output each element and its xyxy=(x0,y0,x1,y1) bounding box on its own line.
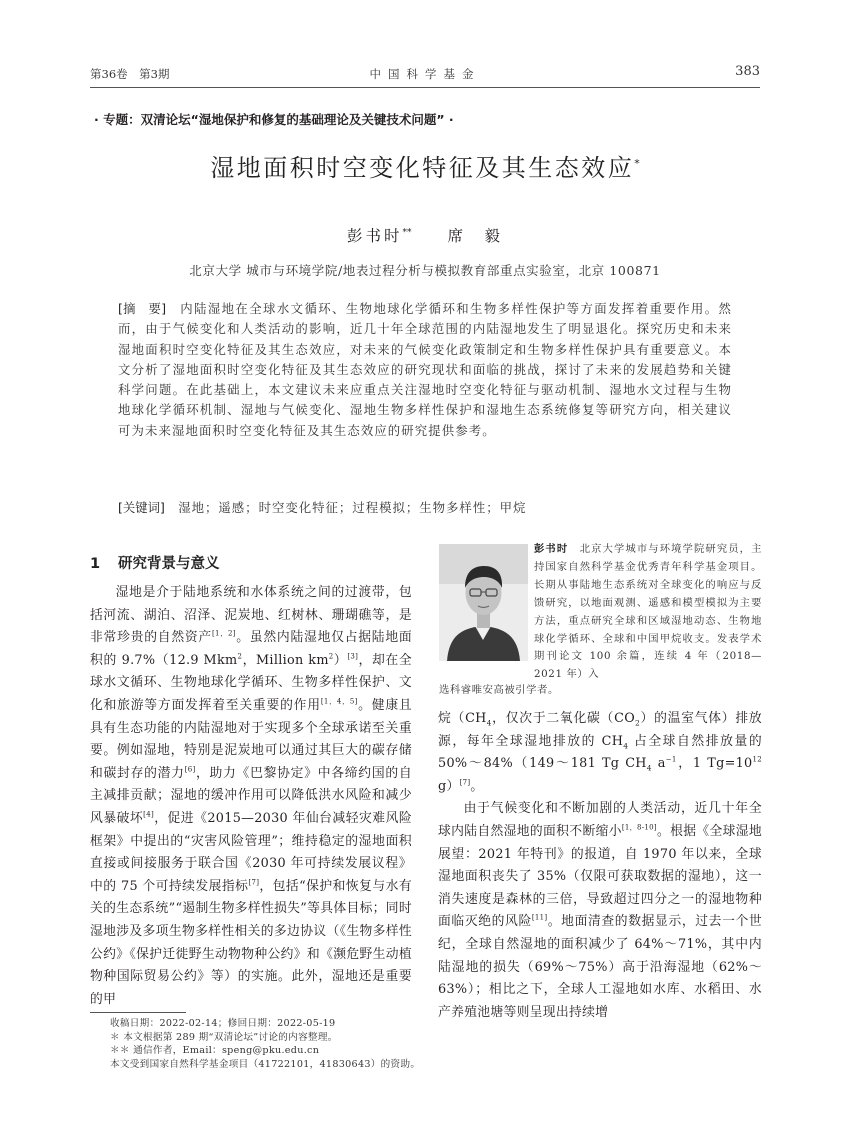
abstract xyxy=(118,299,732,441)
body-right-column xyxy=(438,708,762,1024)
footnote-source: ＊ 本文根据第 289 期“双清论坛”讨论的内容整理。 xyxy=(110,1031,338,1043)
keywords-text: 湿地；遥感；时空变化特征；过程模拟；生物多样性；甲烷 xyxy=(178,500,527,515)
corresponding-mark: ** xyxy=(402,227,412,238)
body-paragraph: 由于气候变化和不断加剧的人类活动，近几十年全球内陆自然湿地的面积不断缩小[1，8-10]。根据《全球湿地展望：2021 年特刊》的报道，自 1970 年以来，全球湿地面积丧失了 35%（仅限可获取数据的湿地），这一消失速度是森林的三倍，导致超过四分之一的湿地物种面临灭绝的风险[11]。地面清查的数据显示，过去一个世纪，全球自然湿地的面积减少了 64%～71%，其中内陆湿地的损失（69%～75%）高于沿海湿地（62%～63%）；相比之下，全球人工湿地如水库、水稻田、水产养殖池塘等则呈现出持续增 xyxy=(438,801,762,1020)
citation: [11] xyxy=(531,914,548,923)
footnote-funding: 本文受到国家自然科学基金项目（41722101，41830643）的资助。 xyxy=(110,1058,421,1070)
citation: [1，4，5] xyxy=(320,697,358,706)
header-page-number: 383 xyxy=(735,64,760,79)
citation: [7] xyxy=(459,778,471,787)
header-divider xyxy=(90,87,760,88)
citation: [3] xyxy=(347,652,359,661)
citation: [4] xyxy=(143,810,154,819)
affiliation: 北京大学 城市与环境学院/地表过程分析与模拟教育部重点实验室，北京 100871 xyxy=(189,263,661,278)
bio-text: 北京大学城市与环境学院研究员，主持国家自然科学基金优秀青年科学基金项目。长期从事陆地生态系统对全球变化的响应与反馈研究，以地面观测、遥感和模型模拟为主要方法，重点研究全球和区域湿地动态、生物地球化学循环、全球和中国甲烷收支。发表学术期刊论文 100 余篇，连续 4 年（2018—2021 年）入 xyxy=(534,543,762,681)
body-paragraph: 烷（$CH_4$，仅次于二氧化碳$(CO_2)$的温室气体）排放源，每年全球湿地排放的 $CH_4$ 占全球自然排放量的 50%～84%（149～181 Tg $CH_4$ a$^{-1}$，1 Tg=10$^{12}$ g）[7]。 xyxy=(438,711,763,794)
paper-title: 湿地面积时空变化特征及其生态效应* xyxy=(210,154,640,182)
footnotes xyxy=(110,1017,420,1071)
keywords-label: [关键词] xyxy=(118,500,165,515)
header-journal-name: 中国科学基金 xyxy=(369,67,481,81)
footnote-divider xyxy=(90,1012,186,1013)
special-topic-line: · 专题：双清论坛“湿地保护和修复的基础理论及关键技术问题” · xyxy=(94,112,454,127)
footnote-corresponding-author: ＊＊ 通信作者，Email：speng@pku.edu.cn xyxy=(110,1045,320,1057)
author-first: 彭书时 xyxy=(346,227,403,245)
header-volume-issue: 第36卷 第3期 xyxy=(90,67,170,81)
keywords xyxy=(118,498,526,516)
author-second: 席 毅 xyxy=(447,227,504,245)
abstract-text: 内陆湿地在全球水文循环、生物地球化学循环和生物多样性保护等方面发挥着重要作用。然而，由于气候变化和人类活动的影响，近几十年全球范围的内陆湿地发生了明显退化。探究历史和未来湿地面积时空变化特征及其生态效应，对未来的气候变化政策制定和生物多样性保护具有重要意义。本文分析了湿地面积时空变化特征及其生态效应的研究现状和面临的挑战，探讨了未来的发展趋势和关键科学问题。在此基础上，本文建议未来应重点关注湿地时空变化特征与驱动机制、湿地水文过程与生物地球化学循环机制、湿地与气候变化、湿地生物多样性保护和湿地生态系统修复等研究方向，相关建议可为未来湿地面积时空变化特征及其生态效应的研究提供参考。 xyxy=(118,301,733,438)
body-paragraph: 湿地是介于陆地系统和水体系统之间的过渡带，包括河流、湖泊、沼泽、泥炭地、红树林、珊瑚礁等，是非常珍贵的自然资产[1，2]。虽然内陆湿地仅占据陆地面积的 9.7%（12.9 Mkm$^2$，Million km$^2$）[3]，却在全球水文循环、生物地球化学循环、生物多样性保护、文化和旅游等方面发挥着至关重要的作用[1，4，5]。健康且具有生态功能的内陆湿地对于实现多个全球承诺至关重要。例如湿地，特别是泥炭地可以通过其巨大的碳存储和碳封存的潜力[6]，助力《巴黎协定》中各缔约国的自主减排贡献；湿地的缓冲作用可以降低洪水风险和减少风暴破坏[4]，促进《2015—2030 年仙台减轻灾难风险框架》中提出的“灾害风险管理”；维持稳定的湿地面积直接或间接服务于联合国《2030 年可持续发展议程》中的 75 个可持续发展指标[7]，包括“保护和恢复与水有关的生态系统”“遏制生物多样性损失”等具体目标；同时湿地涉及多项生物多样性相关的多边协议（《生物多样性公约》《保护迁徙野生动物物种公约》和《濒危野生动植物种国际贸易公约》等）的实施。此外，湿地还是重要的甲 xyxy=(90,585,413,1007)
citation: [1，2] xyxy=(212,629,236,638)
citation: [1，8-10] xyxy=(621,823,657,832)
abstract-label: [摘 要] xyxy=(118,301,167,316)
section-title: 研究背景与意义 xyxy=(118,556,220,572)
author-list xyxy=(0,224,850,246)
section-number: 1 xyxy=(90,556,101,572)
section-heading xyxy=(90,552,220,573)
author-bio-continuation: 选科睿唯安高被引学者。 xyxy=(439,684,559,696)
author-photo xyxy=(439,544,528,661)
portrait-image xyxy=(439,544,528,661)
citation: [7] xyxy=(248,878,260,887)
citation: [6] xyxy=(184,765,196,774)
bio-name: 彭书时 xyxy=(534,543,569,555)
body-left-column xyxy=(90,582,412,1011)
author-bio xyxy=(534,541,762,684)
footnote-dates: 收稿日期：2022-02-14；修回日期：2022-05-19 xyxy=(110,1018,336,1029)
